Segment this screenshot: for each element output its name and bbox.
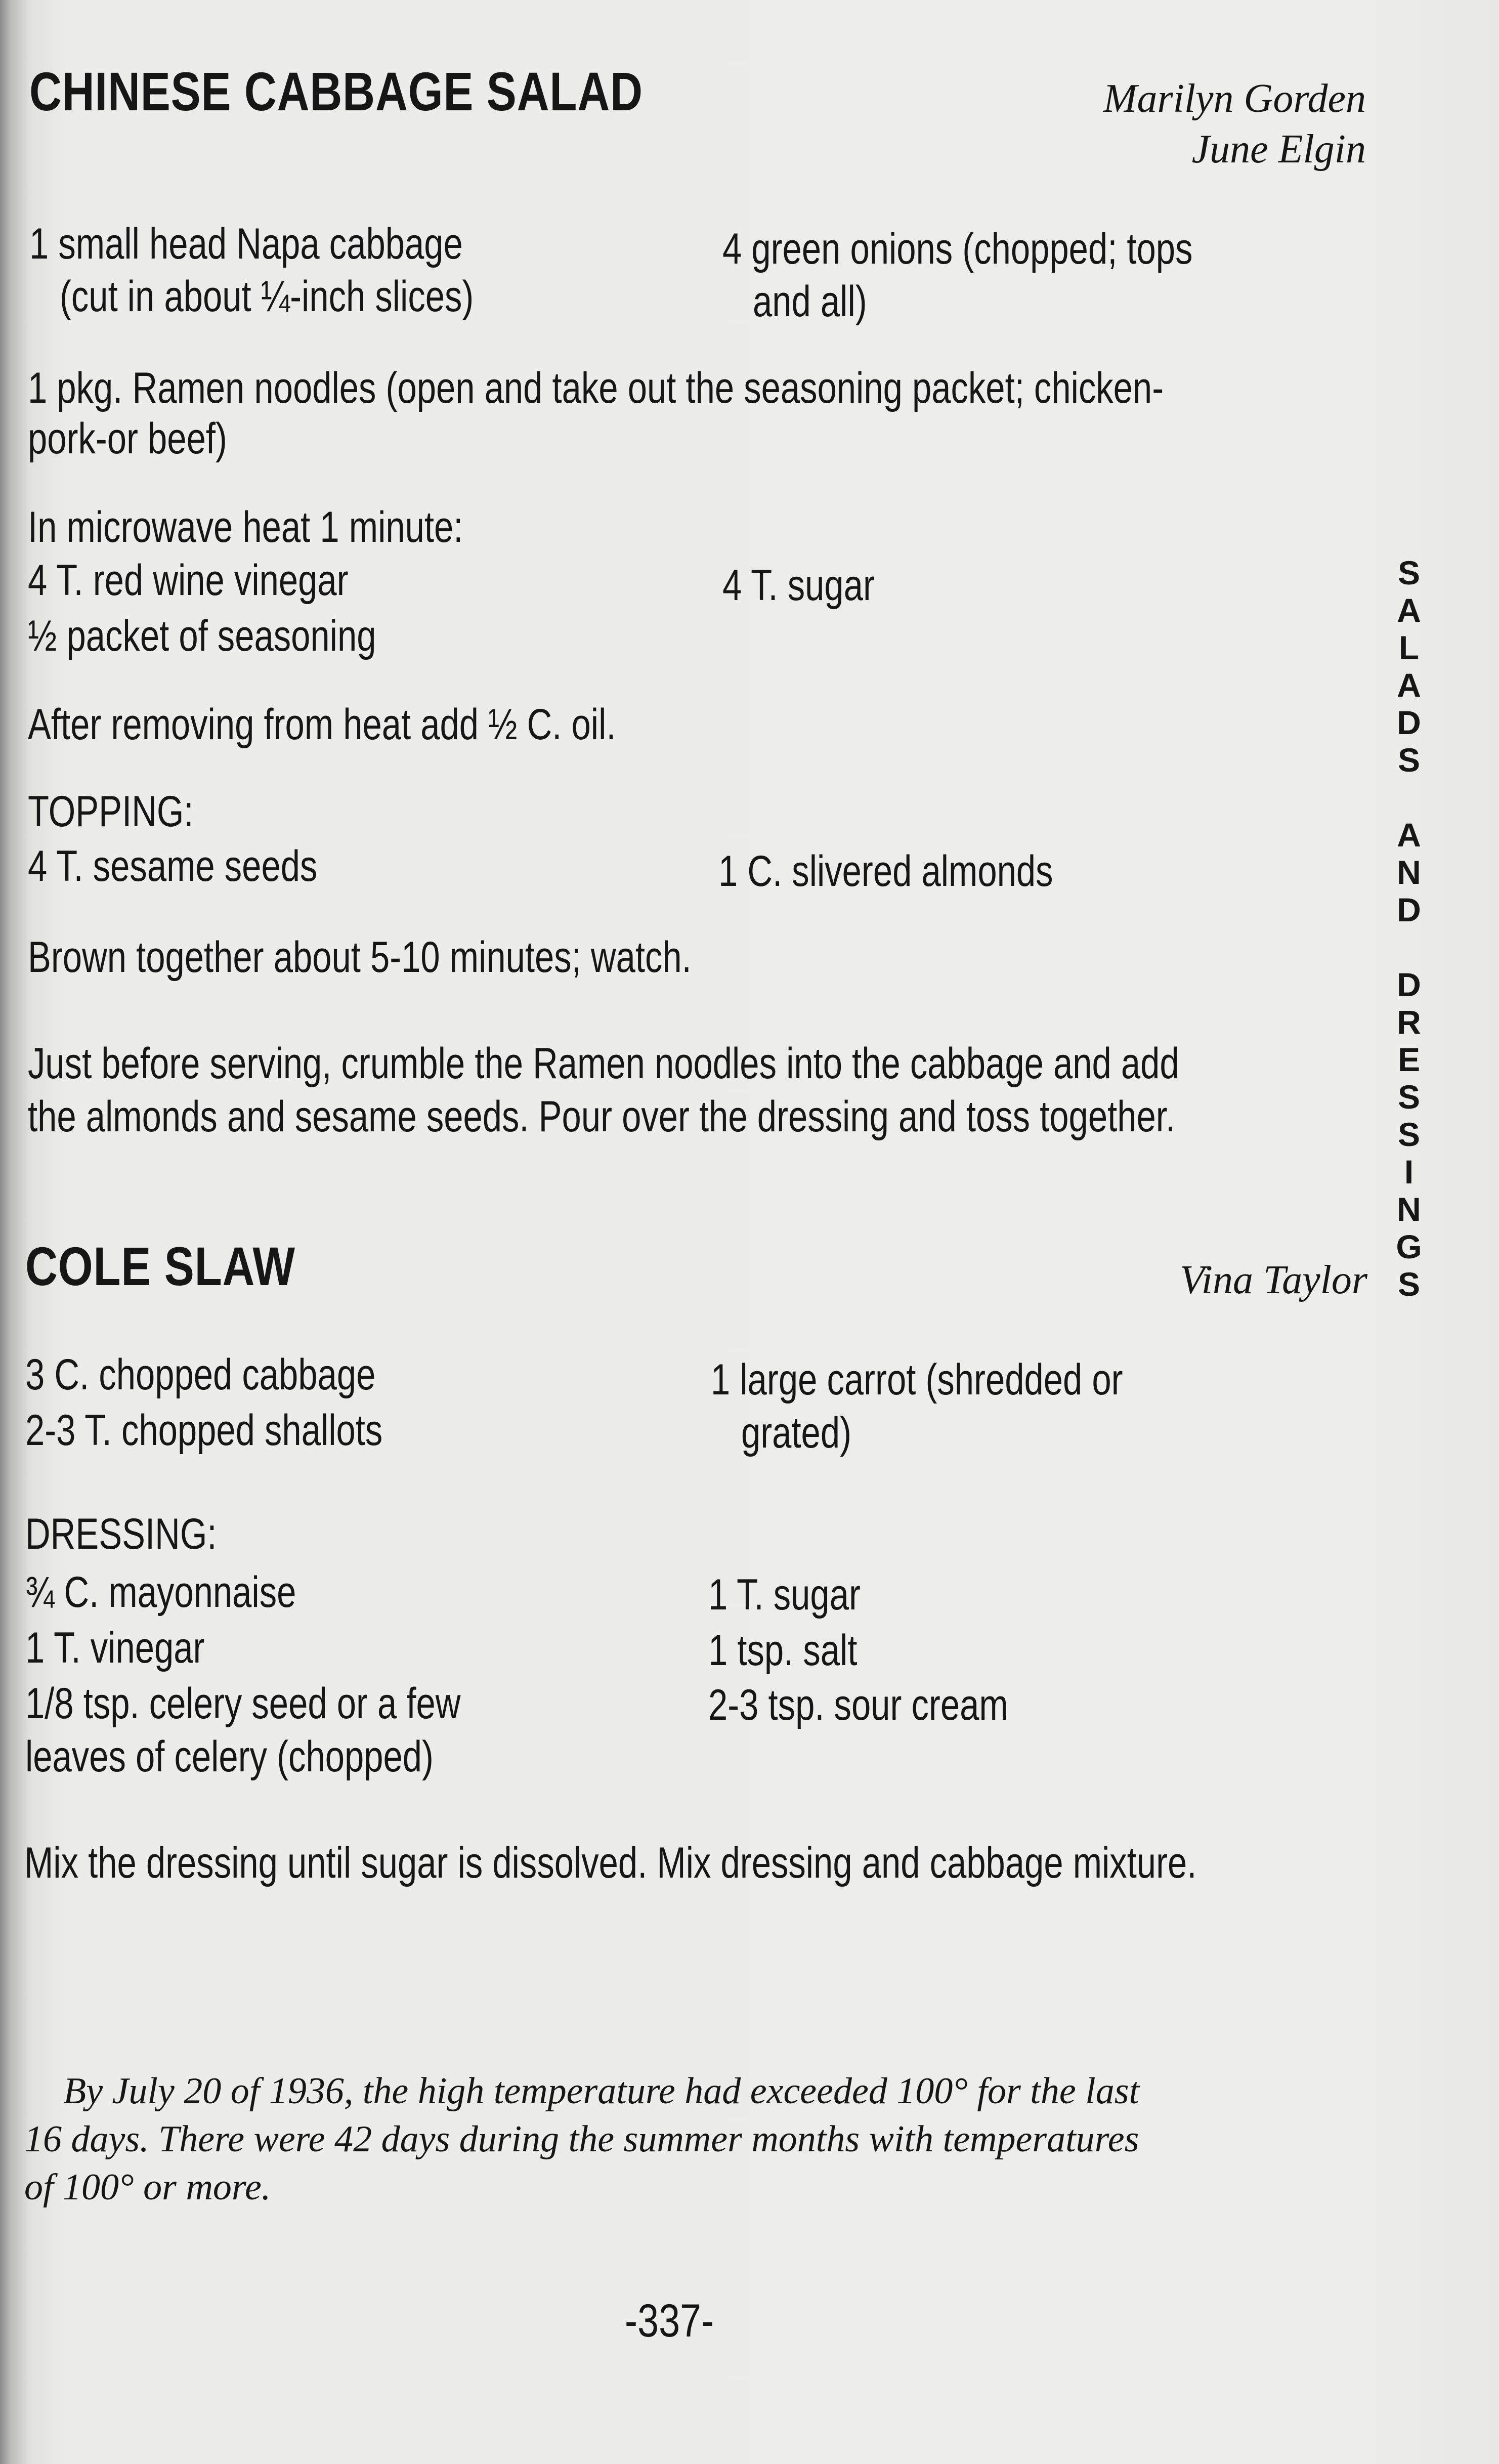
historical-note: By July 20 of 1936, the high temperature had exceeded 100° for the last (63, 2070, 1140, 2112)
ingredient: grated) (741, 1409, 851, 1457)
ingredient: ½ packet of seasoning (28, 612, 376, 660)
ingredient: 2-3 tsp. sour cream (708, 1681, 1008, 1729)
section-tab-letter: A (1397, 816, 1421, 854)
section-tab-gap (1389, 928, 1429, 966)
section-label-topping: TOPPING: (28, 787, 194, 836)
ingredient: 4 T. sugar (722, 561, 875, 610)
section-tab-letter: R (1397, 1003, 1421, 1041)
recipe-title-cole-slaw: COLE SLAW (25, 1236, 295, 1297)
recipe-title-chinese-cabbage-salad: CHINESE CABBAGE SALAD (29, 61, 643, 122)
instruction: Just before serving, crumble the Ramen noodles into the cabbage and add (28, 1039, 1179, 1088)
section-tab-letter: G (1396, 1228, 1422, 1265)
ingredient: 1 pkg. Ramen noodles (open and take out the seasoning packet; chicken- (28, 364, 1164, 412)
recipe-author: Vina Taylor (1179, 1258, 1367, 1302)
historical-note: 16 days. There were 42 days during the summer months with temperatures (24, 2118, 1139, 2160)
instruction: After removing from heat add ½ C. oil. (28, 700, 616, 749)
ingredient: 3 C. chopped cabbage (25, 1350, 376, 1399)
ingredient: 4 green onions (chopped; tops (722, 225, 1193, 273)
recipe-author: June Elgin (1191, 127, 1366, 172)
ingredient: pork-or beef) (28, 414, 227, 463)
ingredient: 4 T. sesame seeds (28, 842, 318, 890)
ingredient: 1 tsp. salt (708, 1626, 858, 1675)
section-tab-letter: L (1398, 629, 1420, 666)
ingredient: 1 large carrot (shredded or (711, 1355, 1123, 1404)
section-tab-letter: S (1397, 1078, 1421, 1116)
ingredient: ¾ C. mayonnaise (25, 1568, 296, 1617)
historical-note: of 100° or more. (24, 2166, 271, 2208)
section-tab-letter: D (1397, 704, 1421, 741)
instruction: Brown together about 5-10 minutes; watch. (28, 933, 692, 982)
section-tab-letter: S (1397, 1116, 1421, 1153)
ingredient: and all) (753, 277, 867, 326)
section-tab-letter: I (1404, 1153, 1414, 1191)
section-label-dressing: DRESSING: (25, 1510, 217, 1558)
ingredient: (cut in about ¼-inch slices) (60, 272, 474, 321)
ingredient: 1 T. sugar (708, 1570, 861, 1619)
section-tab-letter: S (1397, 741, 1421, 779)
section-tab-letter: N (1397, 854, 1421, 891)
section-tab-letter: D (1397, 966, 1421, 1003)
ingredient: leaves of celery (chopped) (25, 1732, 434, 1781)
ingredient: 2-3 T. chopped shallots (25, 1406, 383, 1455)
section-tab-letter: E (1397, 1041, 1421, 1078)
ingredient: 1 small head Napa cabbage (29, 220, 463, 268)
section-tab-gap (1389, 779, 1429, 816)
instruction: the almonds and sesame seeds. Pour over the dressing and toss together. (28, 1092, 1175, 1141)
ingredient: 1/8 tsp. celery seed or a few (25, 1679, 461, 1728)
section-tab-letter: A (1397, 591, 1421, 629)
recipe-author: Marilyn Gorden (1103, 76, 1366, 121)
instruction: In microwave heat 1 minute: (28, 503, 463, 551)
instruction: Mix the dressing until sugar is dissolved. Mix dressing and cabbage mixture. (24, 1839, 1197, 1887)
section-tab-letter: S (1397, 554, 1421, 591)
section-tab-letter: S (1397, 1265, 1421, 1303)
ingredient: 1 C. slivered almonds (718, 847, 1053, 896)
page-number: -337- (625, 2295, 714, 2347)
section-tab-salads-and-dressings (1389, 554, 1429, 1303)
section-tab-letter: D (1397, 891, 1421, 928)
ingredient: 1 T. vinegar (25, 1624, 205, 1672)
ingredient: 4 T. red wine vinegar (28, 556, 349, 605)
section-tab-letter: A (1397, 666, 1421, 704)
section-tab-letter: N (1397, 1191, 1421, 1228)
